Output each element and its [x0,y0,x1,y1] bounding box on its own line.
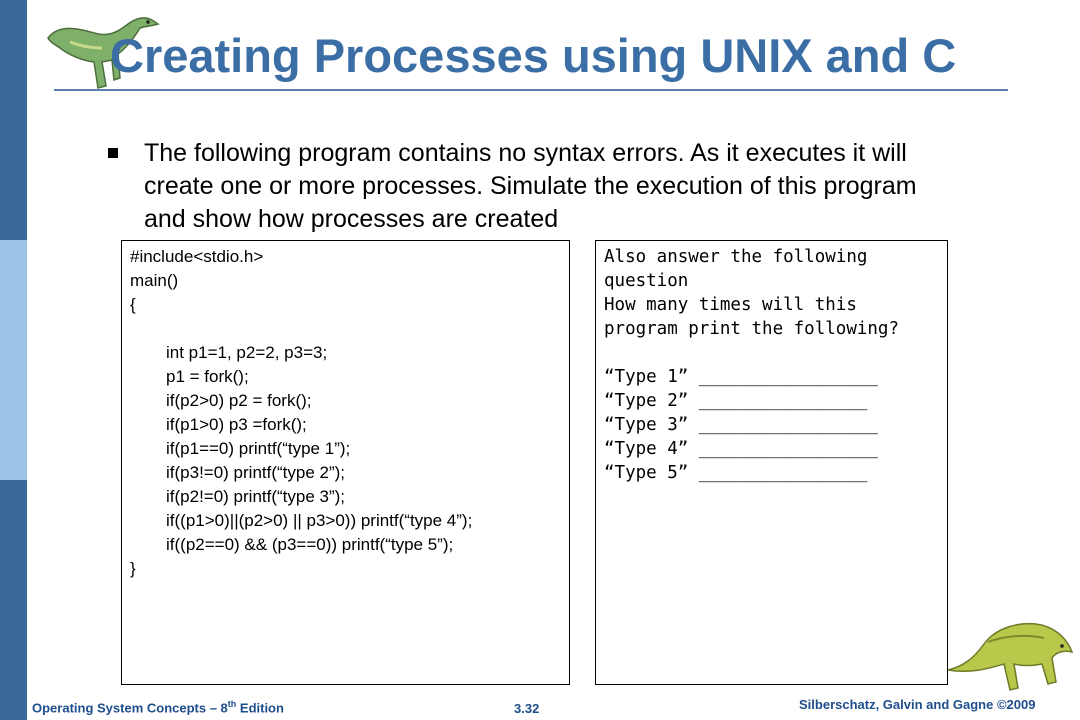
code-line: main() [130,271,179,290]
sidebar-strip-middle [0,240,27,480]
answer-line: “Type 3” _________________ [604,415,878,435]
code-line: #include<stdio.h> [130,247,264,266]
question-line: Also answer the following [604,247,868,267]
footer-book-title-text: Operating System Concepts – 8 [32,700,228,716]
slide-title: Creating Processes using UNIX and C [110,29,957,82]
question-line: How many times will this [604,295,857,315]
footer-authors: Silberschatz, Galvin and Gagne ©2009 [799,697,1036,712]
code-line: if(p3!=0) printf(“type 2”); [166,463,346,482]
title-divider [54,89,1008,91]
code-listing-box [121,240,570,685]
footer-superscript: th [227,699,237,709]
footer-edition-text: Edition [236,700,284,716]
code-line: if(p1==0) printf(“type 1”); [166,439,351,458]
bullet-line: create one or more processes. Simulate the execution of this program [144,172,917,200]
code-line: if((p2==0) && (p3==0)) printf(“type 5”); [166,535,454,554]
bullet-paragraph [144,137,1024,236]
sidebar-strip-top [0,0,27,240]
code-line: if(p2!=0) printf(“type 3”); [166,487,346,506]
bullet-square-icon [108,148,118,158]
answer-line: “Type 2” ________________ [604,391,868,411]
footer-book-title [32,699,284,715]
question-box [595,240,948,685]
code-line: int p1=1, p2=2, p3=3; [166,343,328,362]
code-line: } [130,559,136,578]
answer-line: “Type 5” ________________ [604,463,868,483]
code-line: p1 = fork(); [166,367,249,386]
dinosaur-illustration-icon [944,608,1076,698]
bullet-line: The following program contains no syntax errors. As it executes it will [144,139,907,167]
answer-line: “Type 1” _________________ [604,367,878,387]
question-line: program print the following? [604,319,900,339]
footer-page-number: 3.32 [514,701,540,716]
bullet-line: and show how processes are created [144,205,559,233]
code-line: if(p2>0) p2 = fork(); [166,391,312,410]
question-line: question [604,271,689,291]
sidebar-strip-bottom [0,480,27,720]
code-line: { [130,295,136,314]
code-line: if((p1>0)||(p2>0) || p3>0)) printf(“type 4”); [166,511,473,530]
answer-line: “Type 4” _________________ [604,439,878,459]
code-line: if(p1>0) p3 =fork(); [166,415,307,434]
